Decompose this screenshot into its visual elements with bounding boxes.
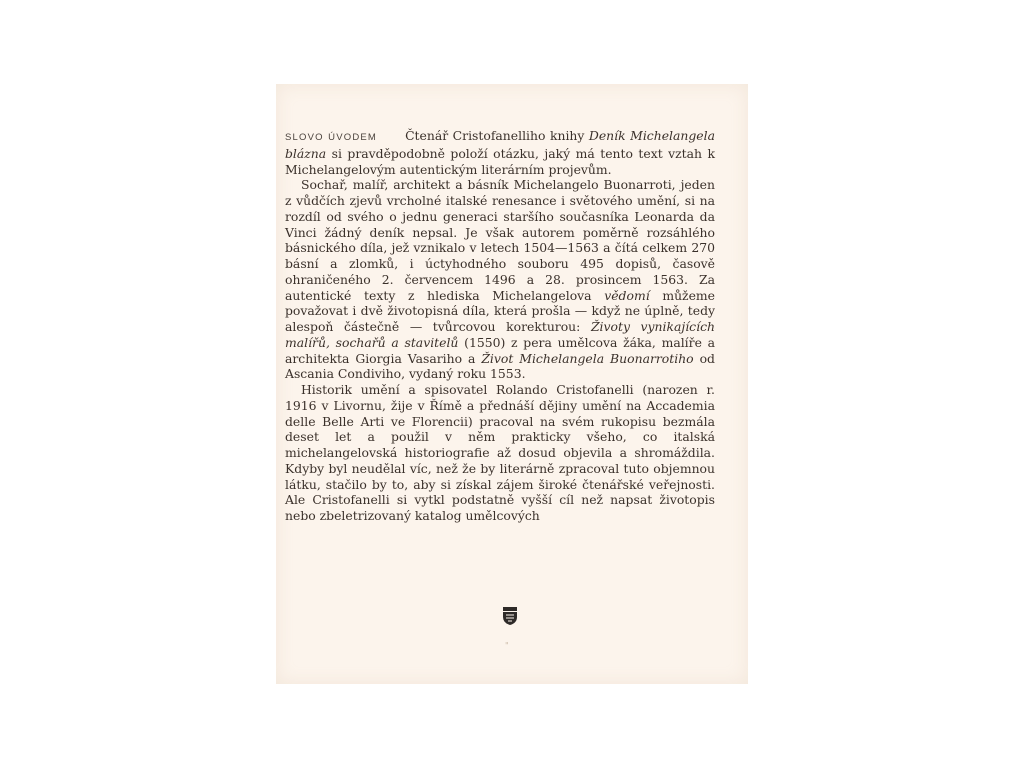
p2-vasari-title: Životy vynikajících malířů, sochařů a stavitelů <box>285 319 715 350</box>
p2-condivi-title: Život Michelangela Buonarrotiho <box>481 350 694 366</box>
paragraph-1 <box>285 128 715 177</box>
paragraph-3: Historik umění a spisovatel Rolando Cristofanelli (narozen r. 1916 v Livornu, žije v Římě a přednáší dějiny umění na Accademia delle Belle Arti ve Florencii) pracoval na svém rukopisu bezmála deset let a použil v něm prakticky všeho, co italská michelangelovská historiografie až dosud objevila a shromáždila. Kdyby byl neudělal víc, než že by literárně zpracoval tuto objemnou látku, stačilo by to, aby si získal zájem široké čtenářské veřejnosti. Ale Cristofanelli si vytkl podstatně vyšší cíl než napsat životopis nebo zbeletrizovaný katalog umělcových <box>285 382 715 523</box>
p2-text-d: od Ascania Condiviho, vydaný roku 1553. <box>285 350 715 382</box>
library-stamp-icon <box>500 606 520 626</box>
p1-book-title: Deník Michelangela blázna <box>285 128 715 161</box>
faint-page-mark: " <box>505 641 509 650</box>
p2-vedomi: vědomí <box>604 287 650 303</box>
section-label: SLOVO ÚVODEM <box>285 132 378 143</box>
paragraph-2 <box>285 177 715 382</box>
book-page <box>276 84 748 684</box>
p1-text-a: Čtenář Cristofanelliho knihy <box>405 128 589 143</box>
p1-text-b: si pravděpodobně položí otázku, jaký má tento text vztah k Michelangelovým autentickým literárním projevům. <box>285 145 715 177</box>
body-text <box>285 128 715 524</box>
p2-text-a: Sochař, malíř, architekt a básník Michelangelo Buonarroti, jeden z vůdčích zjevů vrcholné italské renesance i světového umění, si na rozdíl od svého o jednu generaci staršího současníka Leonarda da Vinci žádný deník nepsal. Je však autorem poměrně rozsáhlého básnického díla, jež vznikalo v letech 1504—1563 a čítá celkem 270 básní a zlomků, i úctyhodného souboru 495 dopisů, časově ohraničeného 2. červencem 1496 a 28. prosincem 1563. Za autentické texty z hlediska Michelangelova <box>285 177 715 303</box>
p2-text-b: můžeme považovat i dvě životopisná díla, která prošla — když ne úplně, tedy alespoň částečně — tvůrcovou korekturou: <box>285 287 715 334</box>
p2-text-c: (1550) z pera umělcova žáka, malíře a architekta Giorgia Vasariho a <box>285 334 715 366</box>
